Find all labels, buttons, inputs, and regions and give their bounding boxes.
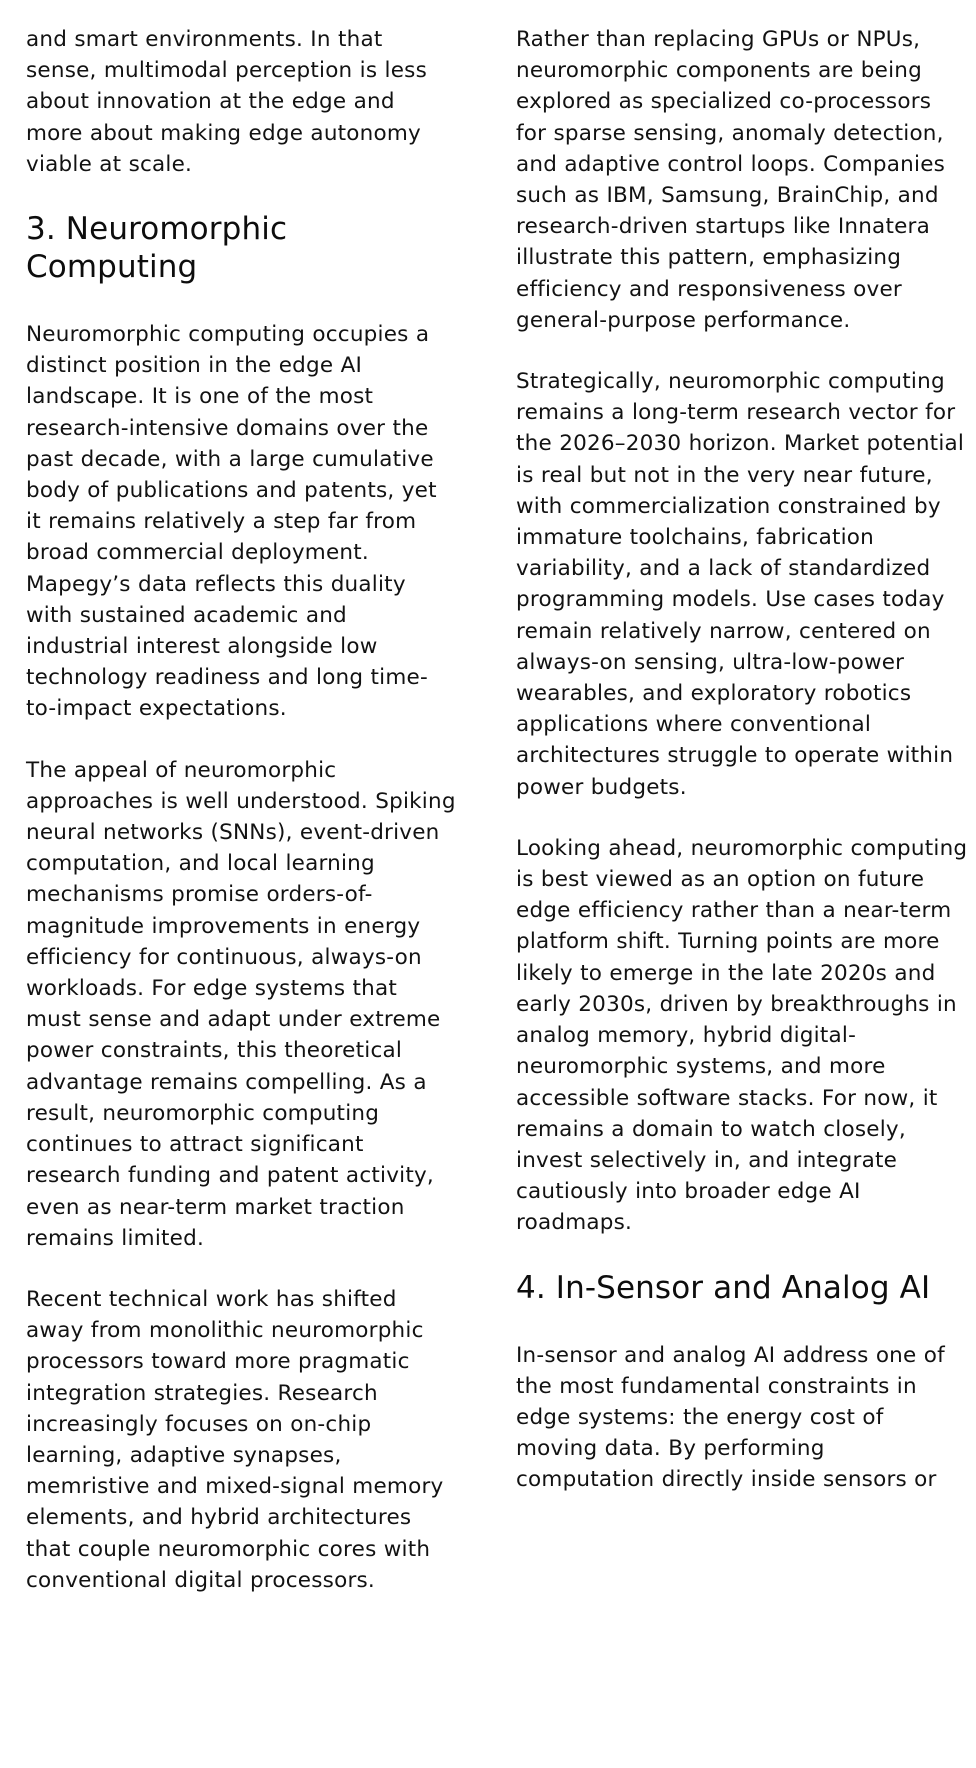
paragraph-neuromorphic-appeal: The appeal of neuromorphic approaches is well understood. Spiking neural networks (SNNs), event-driven computation, and local learning mechanisms promise orders-of-magnitude improvements in energy efficiency for continuous, always-on workloads. For edge systems that must sense and adapt under extreme power constraints, this theoretical advantage remains compelling. As a result, neuromorphic computing continues to attract significant research funding and patent activity, even as near-term market traction remains limited. bbox=[26, 757, 456, 1251]
right-column bbox=[516, 24, 968, 1496]
paragraph-coprocessors-companies: Rather than replacing GPUs or NPUs, neuromorphic components are being explored as specialized co-processors for sparse sensing, anomaly detection, and adaptive control loops. Companies such as IBM, Samsung, BrainChip, and research-driven startups like Innatera illustrate this pattern, emphasizing efficiency and responsiveness over general-purpose performance. bbox=[516, 27, 946, 333]
paragraph-neuromorphic-recent-work: Recent technical work has shifted away from monolithic neuromorphic processors toward more pragmatic integration strategies. Research increasingly focuses on on-chip learning, adaptive synapses, memristive and mixed-signal memory elements, and hybrid architectures that couple neuromorphic cores with conventional digital processors. bbox=[26, 1286, 444, 1593]
paragraph-in-sensor-analog-intro: In-sensor and analog AI address one of the most fundamental constraints in edge systems: the energy cost of moving data. By performing computation directly inside sensors or bbox=[516, 1342, 945, 1493]
paragraph-neuromorphic-position: Neuromorphic computing occupies a distinct position in the edge AI landscape. It is one of the most research-intensive domains over the past decade, with a large cumulative body of publications and patents, yet it remains relatively a step far from broad commercial deployment. Mapegy’s data reflects this duality with sustained academic and industrial interest alongside low technology readiness and long time-to-impact expectations. bbox=[26, 322, 437, 722]
heading-section-3-neuromorphic-computing: 3. Neuromorphic Computing bbox=[26, 211, 288, 286]
paragraph-looking-ahead: Looking ahead, neuromorphic computing is best viewed as an option on future edge efficiency rather than a near-term platform shift. Turning points are more likely to emerge in the late 2020s and early 2030s, driven by breakthroughs in analog memory, hybrid digital-neuromorphic systems, and more accessible software stacks. For now, it remains a domain to watch closely, invest selectively in, and integrate cautiously into broader edge AI roadmaps. bbox=[516, 835, 968, 1236]
paragraph-strategic-outlook: Strategically, neuromorphic computing remains a long-term research vector for the 2026–2030 horizon. Market potential is real but not in the very near future, with commercialization constrained by immature toolchains, fabrication variability, and a lack of standardized programming models. Use cases today remain relatively narrow, centered on always-on sensing, ultra-low-power wearables, and exploratory robotics applications where conventional architectures struggle to operate within power budgets. bbox=[516, 369, 965, 800]
heading-section-4-in-sensor-and-analog-ai: 4. In-Sensor and Analog AI bbox=[516, 1269, 931, 1306]
paragraph-continued-multimodal-perception: and smart environments. In that sense, multimodal perception is less about innovation at the edge and more about making edge autonomy viable at scale. bbox=[26, 27, 427, 177]
left-column bbox=[26, 24, 456, 1596]
